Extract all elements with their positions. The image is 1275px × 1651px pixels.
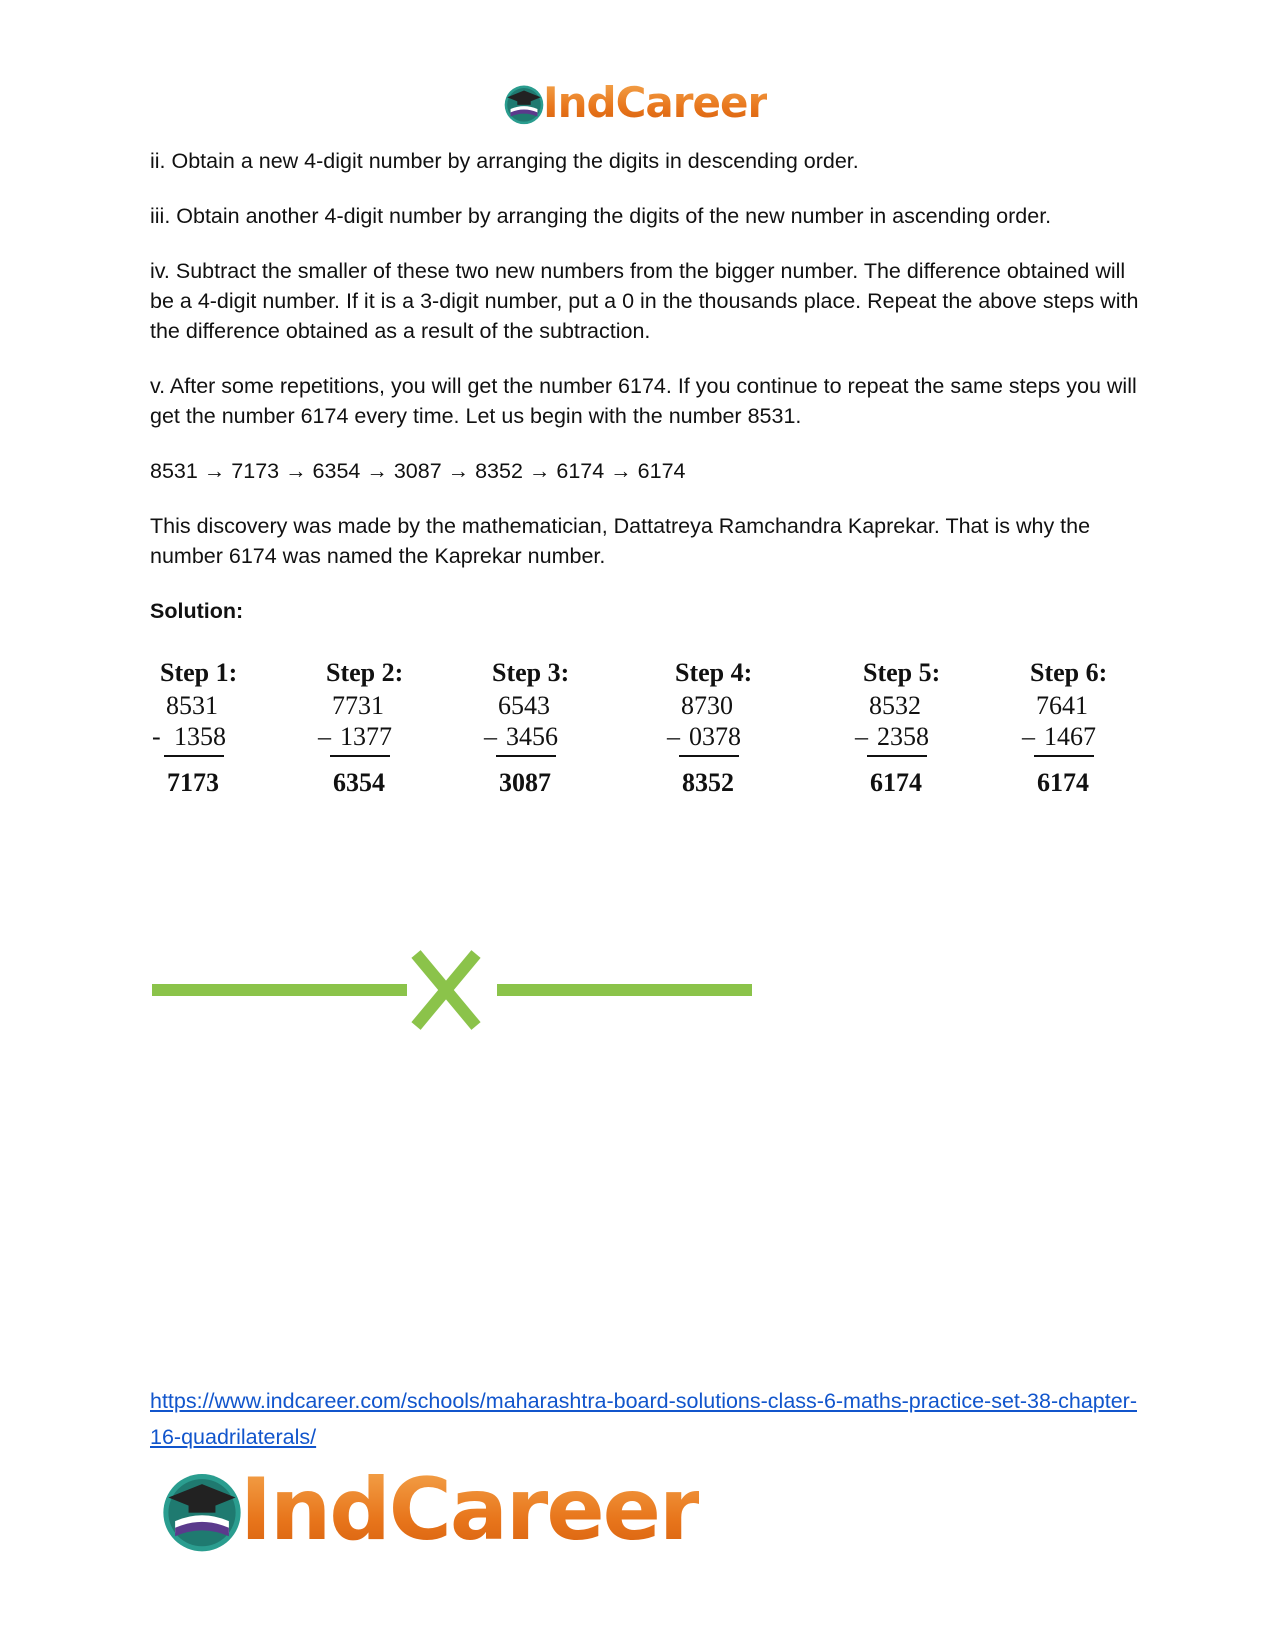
minuend: 6543 (498, 691, 550, 720)
graduation-cap-book-icon (503, 83, 545, 125)
step-title: Step 1: (160, 658, 238, 687)
paragraph: This discovery was made by the mathematician, Dattatreya Ramchandra Kaprekar. That is why the number 6174 was named the Kaprekar number. (150, 514, 1091, 568)
paragraph: ii. Obtain a new 4-digit number by arranging the digits in descending order. (150, 149, 859, 173)
underline-rule (496, 755, 556, 757)
underline-rule (679, 755, 739, 757)
minus-sign: – (667, 722, 680, 751)
step-result: 7173 (167, 768, 219, 797)
paragraph: iii. Obtain another 4-digit number by arranging the digits of the new number in ascending order. (150, 204, 1052, 228)
section-divider (152, 950, 752, 1030)
minus-sign: – (855, 722, 868, 751)
step-title: Step 6: (1030, 658, 1108, 687)
step-result: 6174 (1037, 768, 1089, 797)
step-title: Step 5: (863, 658, 941, 687)
step-title: Step 4: (675, 658, 753, 687)
subtrahend: 1467 (1044, 722, 1096, 751)
underline-rule (164, 755, 224, 757)
document-body (150, 146, 1140, 651)
underline-rule (867, 755, 927, 757)
step-title: Step 2: (326, 658, 404, 687)
minus-sign: – (318, 722, 331, 751)
step-result: 3087 (499, 768, 551, 797)
step-result: 8352 (682, 768, 734, 797)
subtrahend: 3456 (506, 722, 558, 751)
sequence-line: 8531 → 7173 → 6354 → 3087 → 8352 → 6174 → 6174 (150, 459, 686, 483)
footer-logo (160, 1460, 700, 1560)
step-result: 6354 (333, 768, 385, 797)
minuend: 7731 (332, 691, 384, 720)
minus-sign: – (1022, 722, 1035, 751)
underline-rule (330, 755, 390, 757)
subtrahend: 0378 (689, 722, 741, 751)
subtrahend: 1377 (340, 722, 392, 751)
header-logo (503, 80, 773, 128)
close-x-icon (416, 954, 476, 1026)
graduation-cap-book-icon (160, 1469, 244, 1553)
step-title: Step 3: (492, 658, 570, 687)
underline-rule (1034, 755, 1094, 757)
subtrahend: 2358 (877, 722, 929, 751)
minuend: 8730 (681, 691, 733, 720)
subtraction-steps-image (150, 655, 1130, 805)
subtrahend: 1358 (174, 722, 226, 751)
solution-label: Solution: (150, 599, 244, 623)
logo-text: IndCareer (240, 1460, 700, 1560)
logo-text: IndCareer (543, 78, 768, 127)
paragraph: v. After some repetitions, you will get the number 6174. If you continue to repeat the same steps you will get the number 6174 every time. Let us begin with the number 8531. (150, 374, 1137, 428)
minuend: 8531 (166, 691, 218, 720)
minuend: 7641 (1036, 691, 1088, 720)
minuend: 8532 (869, 691, 921, 720)
minus-sign: - (152, 722, 161, 751)
source-link[interactable]: https://www.indcareer.com/schools/maharashtra-board-solutions-class-6-maths-practice-set-38-chapter-16-quadrilaterals/ (150, 1389, 1137, 1449)
minus-sign: – (484, 722, 497, 751)
paragraph: iv. Subtract the smaller of these two new numbers from the bigger number. The difference obtained will be a 4-digit number. If it is a 3-digit number, put a 0 in the thousands place. Repeat the above steps with the difference obtained as a result of the subtraction. (150, 259, 1139, 343)
step-result: 6174 (870, 768, 922, 797)
